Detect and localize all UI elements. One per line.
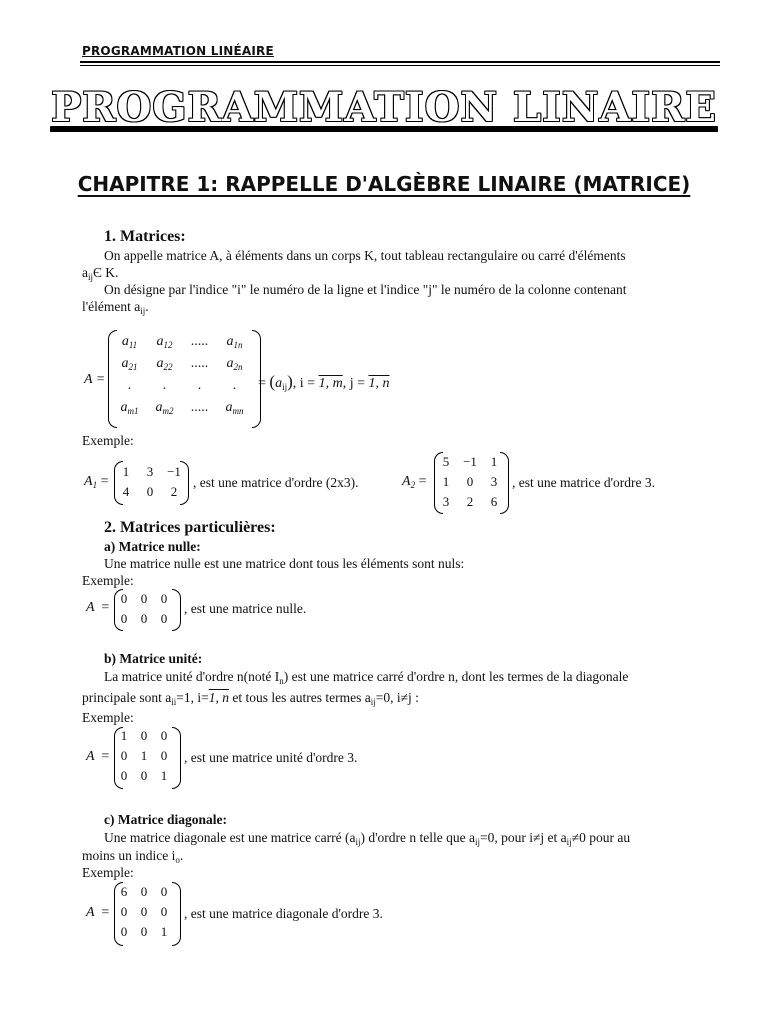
unite-grid-cell-2-2: 1 xyxy=(160,768,168,783)
unite-grid-cell-1-1: 1 xyxy=(140,748,148,763)
p2-sub: ij xyxy=(140,306,146,316)
ex1-eq: = xyxy=(100,474,109,489)
ex1-grid-cell-1-0: 4 xyxy=(122,484,130,499)
ex2-lhs-sym: A xyxy=(402,474,411,489)
header-rule xyxy=(80,61,720,63)
ex2-lhs-sub: 2 xyxy=(410,480,416,490)
sub-a-lhs-sym: A xyxy=(86,600,95,615)
p1-text: On appelle matrice A, à éléments dans un corps K, tout tableau rectangulaire ou carré d'éléments xyxy=(104,248,626,263)
rhs-eq: = xyxy=(258,376,266,391)
ex1-grid-cell-1-1: 0 xyxy=(146,484,154,499)
b-l2-mid2: et tous les autres termes a xyxy=(228,690,371,705)
ex2-grid-cell-1-1: 0 xyxy=(466,474,474,489)
header-rule-thin xyxy=(80,65,720,66)
ex1-grid-cell-0-2: −1 xyxy=(167,464,181,479)
general-grid-cell-2-0: . xyxy=(127,378,132,393)
unite-grid-cell-2-1: 0 xyxy=(140,768,148,783)
c-l1-sub: ij xyxy=(355,837,361,847)
sub-b-line2 xyxy=(82,689,419,711)
unite-grid-cell-0-2: 0 xyxy=(160,728,168,743)
ex2-lhs xyxy=(402,474,426,490)
rhs-close-paren: ) xyxy=(287,372,293,391)
b-l2-post: =0, i≠j : xyxy=(375,690,419,705)
general-grid-cell-3-0: $a_{m1}$ xyxy=(120,400,139,416)
sub-b-desc: , est une matrice unité d'ordre 3. xyxy=(184,750,358,765)
diag-grid-cell-0-1: 0 xyxy=(140,884,148,899)
diag-grid-cell-2-1: 0 xyxy=(140,924,148,939)
unite-grid-cell-0-0: 1 xyxy=(120,728,128,743)
general-matrix-lhs: A = xyxy=(84,372,106,387)
b-l1-sub: n xyxy=(279,676,284,686)
b-l2-mid: =1, i= xyxy=(176,690,209,705)
nulle-grid-cell-1-2: 0 xyxy=(160,611,168,626)
ex1-lhs-sym: A xyxy=(84,474,93,489)
c-l1-mid2: =0, pour i≠j et a xyxy=(480,830,567,845)
rhs-j: , j = xyxy=(342,376,369,391)
section-2-heading: 2. Matrices particulières: xyxy=(104,519,276,536)
ex2-text: , est une matrice d'ordre 3. xyxy=(512,475,656,490)
c-l2-post: . xyxy=(179,848,184,863)
sub-c-eq: = xyxy=(101,905,110,920)
unite-grid-cell-2-0: 0 xyxy=(120,768,128,783)
sub-a-eq: = xyxy=(101,600,110,615)
general-grid-cell-2-2: . xyxy=(197,378,202,393)
diag-grid-cell-2-0: 0 xyxy=(120,924,128,939)
ex2-grid-cell-2-1: 2 xyxy=(466,494,474,509)
section-1-paragraph-2 xyxy=(82,281,720,320)
ex1-grid-cell-0-0: 1 xyxy=(122,464,130,479)
sub-b-heading: b) Matrice unité: xyxy=(104,651,203,666)
nulle-grid-cell-0-2: 0 xyxy=(160,591,168,606)
ex2-grid-cell-0-1: −1 xyxy=(463,454,477,469)
c-l1-pre: Une matrice diagonale est une matrice carré (a xyxy=(104,830,356,845)
unite-grid-cell-1-2: 0 xyxy=(160,748,168,763)
ex2-grid-cell-2-2: 6 xyxy=(490,494,498,509)
general-grid-cell-1-3: $a_{2n}$ xyxy=(226,356,243,372)
diag-grid-cell-1-1: 0 xyxy=(140,904,148,919)
p2-cont-a: l'élément a xyxy=(82,299,141,314)
diag-grid-cell-0-0: 6 xyxy=(120,884,128,899)
ex2-grid-cell-2-0: 3 xyxy=(442,494,450,509)
sub-b-lhs xyxy=(86,749,109,765)
sub-c-lhs-sym: A xyxy=(86,905,95,920)
general-grid-cell-1-1: $a_{22}$ xyxy=(156,356,173,372)
general-grid-cell-3-1: $a_{m2}$ xyxy=(155,400,174,416)
general-grid-cell-0-2: ..... xyxy=(190,334,209,349)
ex2-grid-cell-0-0: 5 xyxy=(442,454,450,469)
p2-cont-tail: . xyxy=(145,299,149,314)
unite-grid-cell-1-0: 0 xyxy=(120,748,128,763)
p1-cont-tail: Є K. xyxy=(93,265,119,280)
ex1-grid-cell-1-2: 2 xyxy=(170,484,178,499)
nulle-grid-cell-0-1: 0 xyxy=(140,591,148,606)
p1-cont-a: a xyxy=(82,265,88,280)
sub-a-heading: a) Matrice nulle: xyxy=(104,539,201,554)
ex1-grid-cell-0-1: 3 xyxy=(146,464,154,479)
unite-grid-cell-0-1: 0 xyxy=(140,728,148,743)
general-grid-cell-1-2: ..... xyxy=(190,356,209,371)
c-l2-pre: moins un indice i xyxy=(82,848,176,863)
general-matrix-rhs xyxy=(258,372,389,392)
b-l1-post: ) est une matrice carré d'ordre n, dont les termes de la diagonale xyxy=(283,669,629,684)
example-label-1: Exemple: xyxy=(82,433,134,448)
general-grid-cell-3-3: $a_{mn}$ xyxy=(225,400,244,416)
sub-a-desc: , est une matrice nulle. xyxy=(184,601,307,616)
nulle-grid-cell-1-0: 0 xyxy=(120,611,128,626)
rhs-sub: ij xyxy=(282,382,288,392)
rhs-range-m: 1, m xyxy=(318,376,343,391)
ex1-lhs xyxy=(84,474,108,490)
rhs-i: , i = xyxy=(292,376,319,391)
ex1-text: , est une matrice d'ordre (2x3). xyxy=(193,475,359,490)
general-grid-cell-0-3: $a_{1n}$ xyxy=(226,334,243,350)
c-l1-mid: ) d'ordre n telle que a xyxy=(360,830,476,845)
nulle-grid-cell-0-0: 0 xyxy=(120,591,128,606)
c-l1-sub2: ij xyxy=(475,837,481,847)
sub-a-text: Une matrice nulle est une matrice dont tous les éléments sont nuls: xyxy=(104,556,465,571)
chapter-title: CHAPITRE 1: RAPPELLE D'ALGÈBRE LINAIRE (MATRICE) xyxy=(77,172,691,196)
rhs-symbol: a xyxy=(275,376,283,391)
b-l2-range: 1, n xyxy=(208,690,229,705)
sub-a-lhs xyxy=(86,600,109,616)
diag-grid-cell-0-2: 0 xyxy=(160,884,168,899)
ex2-eq: = xyxy=(418,474,427,489)
b-l2-pre: principale sont a xyxy=(82,690,172,705)
p1-sub: ij xyxy=(88,272,94,282)
c-l2-sub: o xyxy=(175,855,180,865)
general-grid-cell-1-0: $a_{21}$ xyxy=(121,356,138,372)
general-grid-cell-0-0: $a_{11}$ xyxy=(121,334,138,350)
sub-c-example-label: Exemple: xyxy=(82,865,134,880)
general-grid-cell-2-1: . xyxy=(162,378,167,393)
sub-c-desc: , est une matrice diagonale d'ordre 3. xyxy=(184,906,383,921)
b-l2-sub1: ii xyxy=(171,697,177,707)
c-l1-sub3: ij xyxy=(566,837,572,847)
ex2-grid-cell-1-0: 1 xyxy=(442,474,450,489)
general-grid-cell-2-3: . xyxy=(232,378,237,393)
page-title: PROGRAMMATION LINAIRE xyxy=(51,84,717,131)
sub-b-example-label: Exemple: xyxy=(82,710,134,725)
running-header: PROGRAMMATION LINÉAIRE xyxy=(82,44,274,58)
diag-grid-cell-1-2: 0 xyxy=(160,904,168,919)
general-grid-cell-3-2: ..... xyxy=(190,400,209,415)
sub-c-lhs xyxy=(86,905,109,921)
ex2-grid-cell-1-2: 3 xyxy=(490,474,498,489)
p2-text: On désigne par l'indice "i" le numéro de la ligne et l'indice "j" le numéro de la colonne contenant xyxy=(104,282,627,297)
rhs-range-n: 1, n xyxy=(368,376,390,391)
diag-grid-cell-2-2: 1 xyxy=(160,924,168,939)
section-1-heading: 1. Matrices: xyxy=(104,228,186,245)
nulle-grid-cell-1-1: 0 xyxy=(140,611,148,626)
rhs-open-paren: ( xyxy=(269,372,276,391)
b-l2-sub2: ij xyxy=(370,697,376,707)
sub-b-line1 xyxy=(104,668,628,690)
sub-a-example-label: Exemple: xyxy=(82,573,134,588)
general-grid-cell-0-1: $a_{12}$ xyxy=(156,334,173,350)
sub-b-eq: = xyxy=(101,749,110,764)
sub-b-lhs-sym: A xyxy=(86,749,95,764)
sub-c-heading: c) Matrice diagonale: xyxy=(104,812,227,827)
c-l1-post: ≠0 pour au xyxy=(571,830,631,845)
diag-grid-cell-1-0: 0 xyxy=(120,904,128,919)
b-l1-pre: La matrice unité d'ordre n(noté I xyxy=(104,669,280,684)
ex2-grid-cell-0-2: 1 xyxy=(490,454,498,469)
ex1-lhs-sub: 1 xyxy=(92,480,98,490)
